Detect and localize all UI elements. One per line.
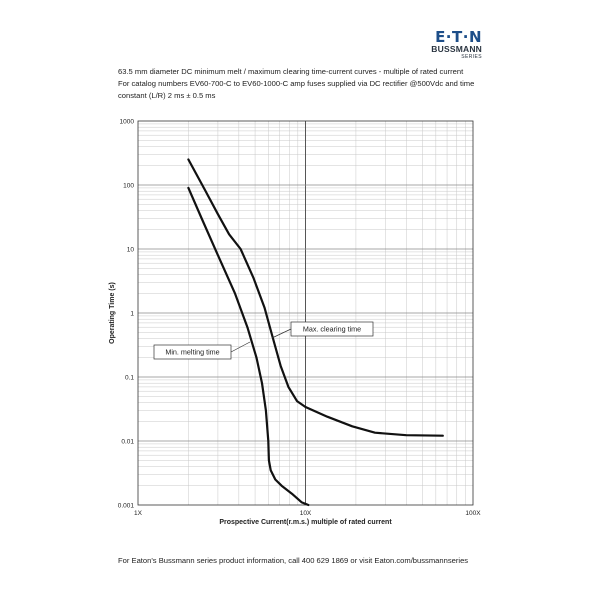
x-tick-labels (134, 510, 481, 517)
curve-annotations (154, 322, 373, 359)
y-tick-label: 0.01 (121, 438, 134, 446)
y-tick-label: 1000 (119, 118, 134, 126)
footer-note: For Eaton's Bussmann series product information, call 400 629 1869 or visit Eaton.com/bussmannseries (118, 556, 469, 565)
y-tick-label: 0.1 (124, 374, 134, 382)
y-tick-label: 100 (123, 182, 134, 190)
max-clearing-time-callout-leader (272, 329, 291, 338)
logo-brand: E·T·N (435, 28, 482, 46)
min-melting-time-callout-label: Min. melting time (165, 347, 220, 357)
description-line-3: constant (L/R) 2 ms ± 0.5 ms (118, 91, 216, 100)
logo-name: BUSSMANN (431, 44, 482, 54)
min-melting-time-callout-leader (231, 342, 250, 352)
description-line-2: For catalog numbers EV60-700-C to EV60-1000-C amp fuses supplied via DC rectifier @500Vdc and time (118, 79, 475, 88)
y-axis-label: Operating Time (s) (109, 282, 116, 344)
max-clearing-time-callout-label: Max. clearing time (302, 324, 362, 334)
x-axis-label: Prospective Current(r.m.s.) multiple of rated current (219, 519, 392, 526)
y-tick-label: 0.001 (117, 502, 134, 510)
x-tick-label: 10X (299, 510, 312, 517)
y-tick-labels (118, 119, 135, 510)
y-tick-label: 1 (130, 310, 134, 318)
x-tick-label: 100X (465, 510, 481, 517)
y-tick-label: 10 (126, 246, 134, 254)
logo-series: SERIES (461, 54, 482, 60)
x-tick-label: 1X (134, 510, 142, 517)
description-line-1: 63.5 mm diameter DC minimum melt / maximum clearing time-current curves - multiple of rated current (118, 67, 464, 76)
max-clearing-time-curve (188, 160, 442, 436)
